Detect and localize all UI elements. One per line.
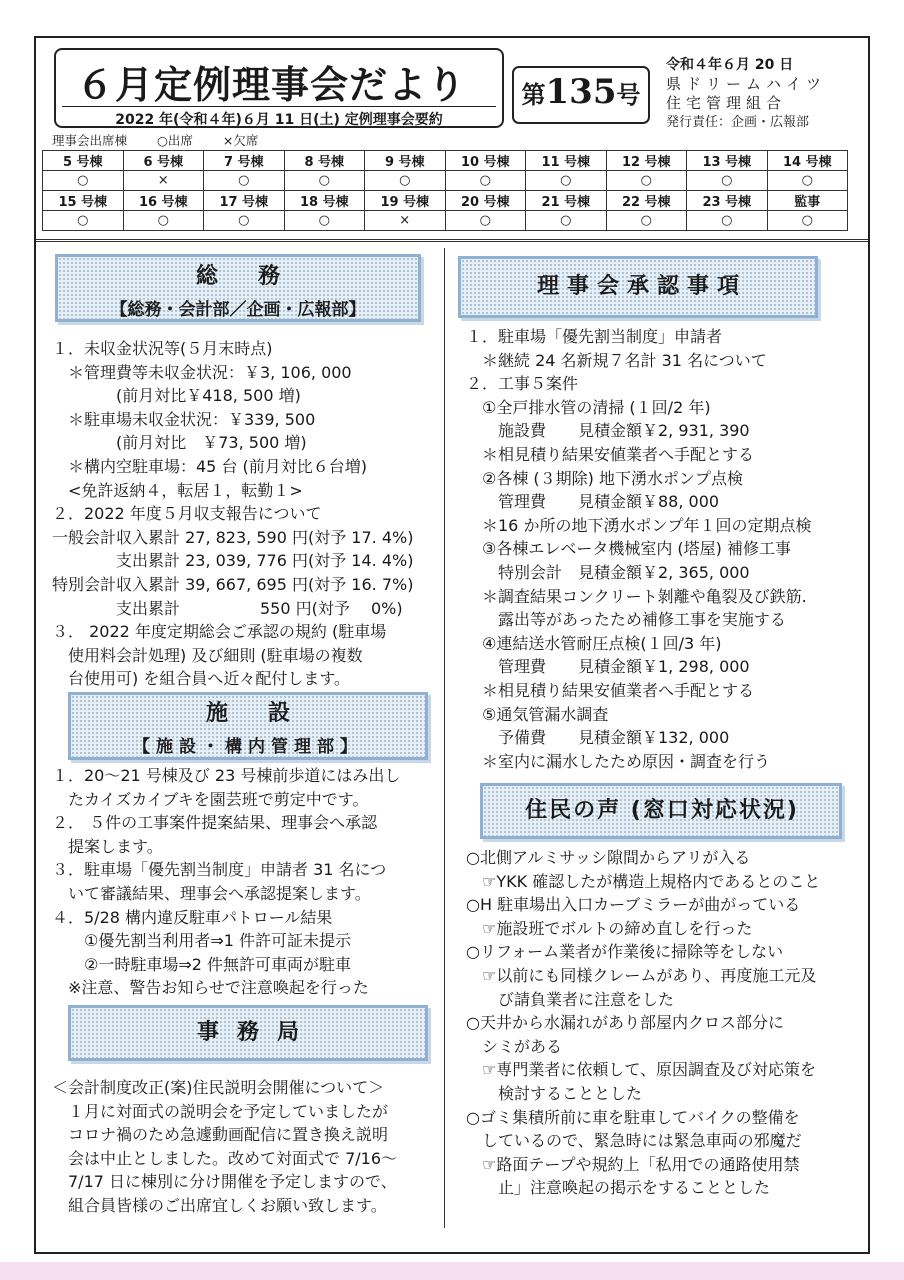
attendance-building-cell: 15 号棟 <box>43 191 124 211</box>
attendance-building-cell: 5 号棟 <box>43 151 124 171</box>
shisetsu-line: いて審議結果、理事会へ承認提案します。 <box>52 883 371 903</box>
attendance-mark-cell: ○ <box>445 171 526 191</box>
voice-line: ☞以前にも同様クレームがあり、再度施工元及 <box>466 965 817 985</box>
attendance-mark-cell: ○ <box>767 171 848 191</box>
approval-title: 理事会承認事項 <box>536 274 747 299</box>
attendance-mark-cell: ○ <box>767 211 848 231</box>
issue-prefix: 第 <box>521 81 546 109</box>
shisetsu-line: ３．駐車場「優先割当制度」申請者 31 名につ <box>52 860 387 880</box>
shisetsu-title: 施設 <box>205 701 330 726</box>
attendance-mark-cell: ○ <box>204 211 285 231</box>
voice-line: シミがある <box>466 1036 563 1056</box>
attendance-building-cell: 20 号棟 <box>445 191 526 211</box>
attendance-building-cell: 12 号棟 <box>606 151 687 171</box>
attendance-building-cell: 13 号棟 <box>687 151 768 171</box>
voice-line: ○天井から水漏れがあり部屋内クロス部分に <box>466 1013 784 1033</box>
somu-line: <免許返納４，転居１，転勤１> <box>52 480 303 500</box>
shisetsu-content <box>52 764 442 1000</box>
attendance-mark-cell: ○ <box>123 211 204 231</box>
approval-line: 予備費 見積金額￥132, 000 <box>466 728 730 748</box>
shisetsu-subtitle: 【施設・構内管理部】 <box>133 737 363 757</box>
attendance-building-cell: 11 号棟 <box>526 151 607 171</box>
approval-line: ＊相見積り結果安値業者へ手配とする <box>466 680 755 700</box>
attendance-legend <box>52 131 284 149</box>
attendance-building-cell: 10 号棟 <box>445 151 526 171</box>
page-title: ６月定例理事会だより <box>76 63 467 107</box>
somu-line: 台使用可) を組合員へ近々配付します。 <box>52 669 351 689</box>
header-separator <box>36 239 868 242</box>
shisetsu-section-title <box>68 692 428 760</box>
somu-line: ３． 2022 年度定期総会ご承認の規約 (駐車場 <box>52 622 387 642</box>
approval-line: ＊継続 24 名新規７名計 31 名について <box>466 350 767 370</box>
approval-line: ③各棟エレベータ機械室内 (塔屋) 補修工事 <box>466 539 792 559</box>
approval-line: ②各棟 (３期除) 地下湧水ポンプ点検 <box>466 468 744 488</box>
attendance-mark-cell: ○ <box>687 171 768 191</box>
attendance-building-cell: 7 号棟 <box>204 151 285 171</box>
approval-content <box>466 325 858 773</box>
attendance-mark-row <box>43 171 848 191</box>
voice-section-title <box>480 783 842 839</box>
attendance-building-cell: 8 号棟 <box>284 151 365 171</box>
title-box <box>54 48 504 128</box>
attendance-building-cell: 19 号棟 <box>365 191 446 211</box>
voice-line: しているので、緊急時には緊急車両の邪魔だ <box>466 1131 802 1151</box>
column-divider <box>444 248 445 1228</box>
approval-line: 施設費 見積金額￥2, 931, 390 <box>466 421 750 441</box>
somu-line: 支出累計 550 円(対予 0%) <box>52 598 403 618</box>
attendance-mark-cell: ○ <box>365 171 446 191</box>
shisetsu-line: ４．5/28 構内違反駐車パトロール結果 <box>52 907 333 927</box>
attendance-label: 理事会出席棟 <box>52 133 128 148</box>
attendance-mark-cell: ○ <box>606 171 687 191</box>
attendance-mark-cell: ○ <box>43 171 124 191</box>
legend-present: ○出席 <box>157 133 193 148</box>
publisher-responsible: 発行責任：企画・広報部 <box>666 115 810 130</box>
jimukyoku-line: 7/17 日に棟別に分け開催を予定しますので、 <box>52 1172 397 1192</box>
voice-line: ○ゴミ集積所前に車を駐車してバイクの整備を <box>466 1107 800 1127</box>
attendance-mark-cell: ○ <box>204 171 285 191</box>
jimukyoku-line: 組合員皆様のご出席宜しくお願い致します。 <box>52 1195 387 1215</box>
jimukyoku-line: コロナ禍のため急遽動画配信に置き換え説明 <box>52 1125 389 1145</box>
shisetsu-line: たカイズカイブキを園芸班で剪定中です。 <box>52 789 369 809</box>
jimukyoku-line: ＜会計制度改正(案)住民説明会開催について＞ <box>52 1078 385 1097</box>
attendance-mark-cell: ○ <box>687 211 768 231</box>
attendance-mark-cell: ○ <box>284 211 365 231</box>
voice-line: 止」注意喚起の掲示をすることとした <box>466 1178 771 1198</box>
somu-section-title <box>55 254 421 322</box>
shisetsu-line: ①優先割当利用者⇒1 件許可証未提示 <box>52 931 352 951</box>
approval-line: 管理費 見積金額￥88, 000 <box>466 492 720 512</box>
approval-line: 露出等があったため補修工事を実施する <box>466 610 786 630</box>
voice-line: 検討することとした <box>466 1083 643 1103</box>
somu-line: ２．2022 年度５月収支報告について <box>52 504 322 524</box>
attendance-building-cell: 23 号棟 <box>687 191 768 211</box>
approval-line: ＊室内に漏水したため原因・調査を行う <box>466 751 771 771</box>
jimukyoku-line: １月に対面式の説明会を予定していましたが <box>52 1101 389 1121</box>
publisher-info <box>666 56 846 132</box>
attendance-table <box>42 150 848 231</box>
attendance-header-row <box>43 151 848 171</box>
voice-line: ○H 駐車場出入口カーブミラーが曲がっている <box>466 895 801 915</box>
issue-suffix: 号 <box>616 81 641 109</box>
attendance-mark-cell: ○ <box>445 211 526 231</box>
approval-line: ④連結送水管耐圧点検(１回/3 年) <box>466 633 722 653</box>
attendance-building-cell: 16 号棟 <box>123 191 204 211</box>
publish-date: 令和４年６月 20 日 <box>666 57 794 73</box>
shisetsu-line: ②一時駐車場⇒2 件無許可車両が駐車 <box>52 954 352 974</box>
attendance-mark-cell: ○ <box>526 171 607 191</box>
voice-line: ○リフォーム業者が作業後に掃除等をしない <box>466 942 784 962</box>
shisetsu-line: ※注意、警告お知らせで注意喚起を行った <box>52 978 369 998</box>
attendance-mark-cell: ○ <box>43 211 124 231</box>
jimukyoku-content <box>52 1076 442 1218</box>
attendance-mark-cell: ○ <box>526 211 607 231</box>
somu-line: (前月対比 ￥73, 500 増) <box>52 433 307 453</box>
approval-line: 管理費 見積金額￥1, 298, 000 <box>466 657 750 677</box>
approval-section-title <box>458 256 818 318</box>
attendance-mark-row <box>43 211 848 231</box>
org-name-line1: 県ドリームハイツ <box>666 75 827 93</box>
voice-line: び請負業者に注意をした <box>466 989 675 1009</box>
attendance-building-cell: 21 号棟 <box>526 191 607 211</box>
voice-line: ☞路面テープや規約上「私用での通路使用禁 <box>466 1154 800 1174</box>
page-edge-band <box>0 1262 904 1280</box>
somu-line: ＊駐車場未収金状況：￥339, 500 <box>52 409 316 429</box>
somu-line: 使用料会計処理) 及び細則 (駐車場の複数 <box>52 645 363 665</box>
approval-line: ⑤通気管漏水調査 <box>466 704 609 724</box>
somu-line: ＊管理費等未収金状況：￥3, 106, 000 <box>52 362 352 382</box>
voice-line: ☞施設班でボルトの締め直しを行った <box>466 918 753 938</box>
attendance-mark-cell: × <box>365 211 446 231</box>
org-name-line2: 住宅管理組合 <box>666 94 787 112</box>
voice-line: ☞専門業者に依頼して、原因調査及び対応策を <box>466 1060 817 1080</box>
attendance-building-cell: 14 号棟 <box>767 151 848 171</box>
somu-line: (前月対比￥418, 500 増) <box>52 386 301 406</box>
somu-subtitle: 【総務・会計部／企画・広報部】 <box>110 300 366 320</box>
attendance-building-cell: 17 号棟 <box>204 191 285 211</box>
somu-line: 支出累計 23, 039, 776 円(対予 14. 4%) <box>52 551 414 571</box>
somu-line: 特別会計収入累計 39, 667, 695 円(対予 16. 7%) <box>52 574 414 594</box>
attendance-header-row <box>43 191 848 211</box>
approval-line: ＊16 か所の地下湧水ポンプ年１回の定期点検 <box>466 515 812 535</box>
approval-line: 特別会計 見積金額￥2, 365, 000 <box>466 562 750 582</box>
somu-line: ＊構内空駐車場：45 台 (前月対比６台増) <box>52 456 368 476</box>
attendance-building-cell: 9 号棟 <box>365 151 446 171</box>
jimukyoku-title: 事務局 <box>196 1020 317 1045</box>
attendance-building-cell: 18 号棟 <box>284 191 365 211</box>
somu-title: 総務 <box>195 264 320 289</box>
attendance-mark-cell: ○ <box>284 171 365 191</box>
voice-line: ○北側アルミサッシ隙間からアリが入る <box>466 848 751 867</box>
approval-line: ①全戸排水管の清掃 (１回/2 年) <box>466 397 711 417</box>
jimukyoku-section-title <box>68 1005 428 1061</box>
legend-absent: ×欠席 <box>222 133 259 148</box>
meeting-subtitle: 2022 年(令和４年)６月 11 日(土) 定例理事会要約 <box>62 106 496 129</box>
attendance-building-cell: 監事 <box>767 191 848 211</box>
shisetsu-line: 提案します。 <box>52 836 163 856</box>
somu-line: １．未収金状況等(５月末時点) <box>52 339 273 358</box>
approval-line: １．駐車場「優先割当制度」申請者 <box>466 327 723 346</box>
attendance-mark-cell: × <box>123 171 204 191</box>
shisetsu-line: ２． ５件の工事案件提案結果、理事会へ承認 <box>52 813 378 833</box>
attendance-mark-cell: ○ <box>606 211 687 231</box>
jimukyoku-line: 会は中止としました。改めて対面式で 7/16～ <box>52 1148 398 1168</box>
voice-title: 住民の声 (窓口対応状況) <box>525 798 799 823</box>
approval-line: ２．工事５案件 <box>466 374 579 394</box>
voice-content <box>466 846 856 1200</box>
shisetsu-line: １．20～21 号棟及び 23 号棟前歩道にはみ出し <box>52 766 401 785</box>
voice-line: ☞YKK 確認したが構造上規格内であるとのこと <box>466 871 821 891</box>
approval-line: ＊相見積り結果安値業者へ手配とする <box>466 444 755 464</box>
approval-line: ＊調査結果コンクリート剝離や亀裂及び鉄筋. <box>466 586 807 606</box>
issue-number-box <box>512 66 650 124</box>
issue-number: 135 <box>545 72 617 112</box>
attendance-building-cell: 6 号棟 <box>123 151 204 171</box>
somu-content <box>52 337 442 691</box>
somu-line: 一般会計収入累計 27, 823, 590 円(対予 17. 4%) <box>52 527 414 547</box>
attendance-building-cell: 22 号棟 <box>606 191 687 211</box>
